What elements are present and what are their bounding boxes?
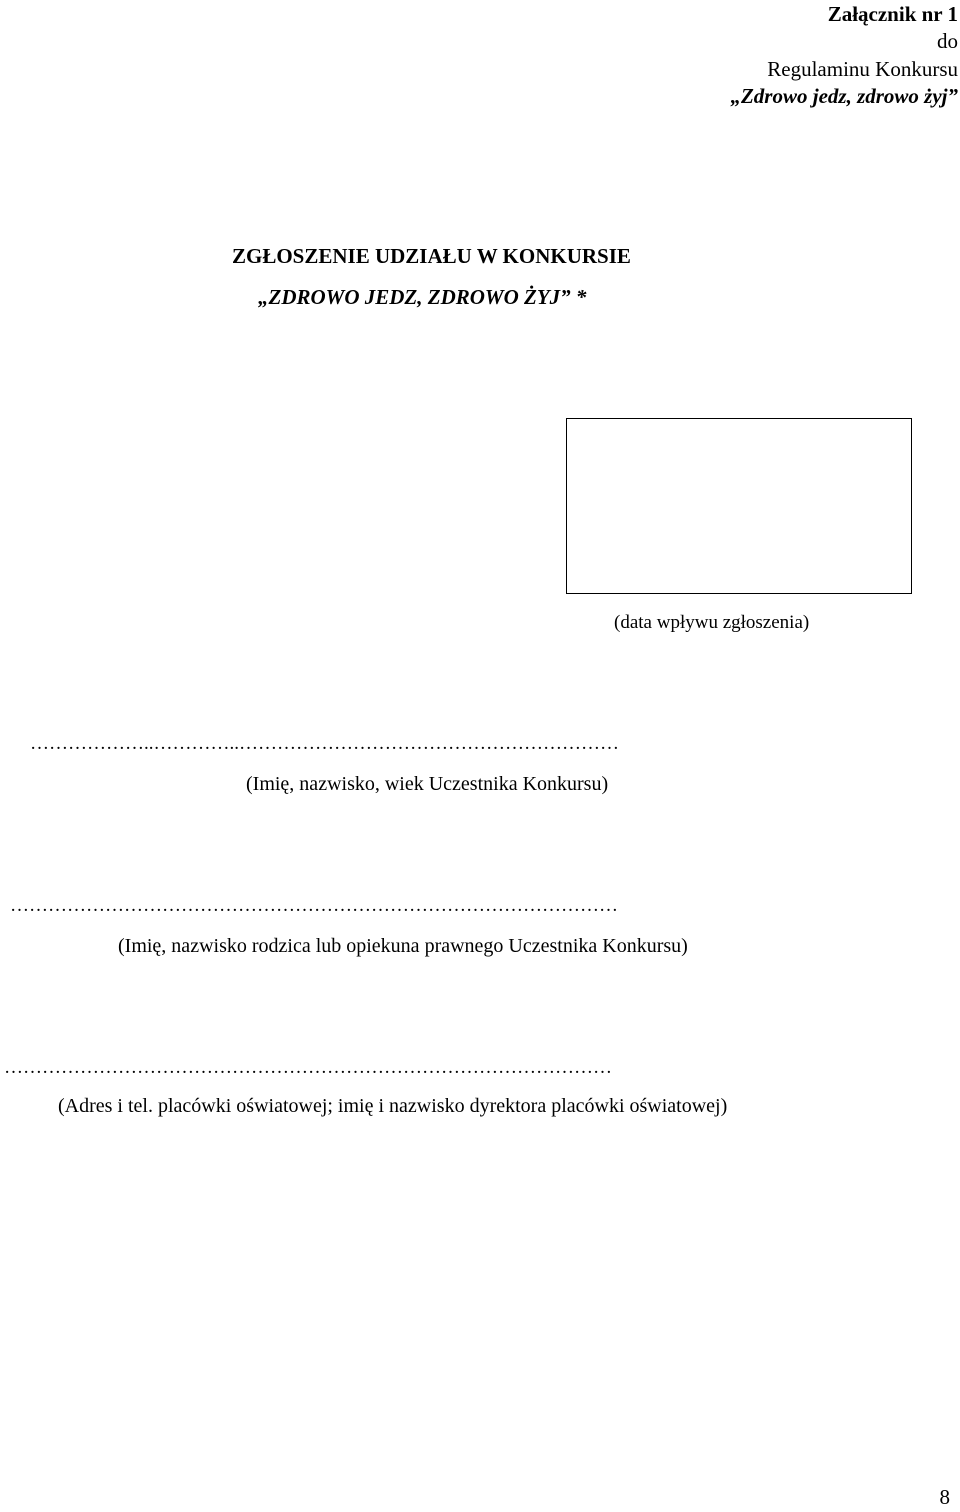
receipt-stamp-box xyxy=(566,418,912,594)
page-number: 8 xyxy=(939,1485,950,1509)
annex-contest-name: „Zdrowo jedz, zdrowo żyj” xyxy=(730,84,958,108)
school-fill-line[interactable]: …………………………………………………………………………………… xyxy=(4,1057,612,1078)
annex-number: Załącznik nr 1 xyxy=(827,2,958,26)
receipt-stamp-label: (data wpływu zgłoszenia) xyxy=(614,612,810,633)
participant-caption: (Imię, nazwisko, wiek Uczestnika Konkursu) xyxy=(246,773,609,795)
guardian-caption: (Imię, nazwisko rodzica lub opiekuna prawnego Uczestnika Konkursu) xyxy=(118,935,688,957)
participant-fill-line[interactable]: ………………..…………..…………………………………………………… xyxy=(30,733,619,754)
form-title: ZGŁOSZENIE UDZIAŁU W KONKURSIE xyxy=(232,244,631,268)
school-caption: (Adres i tel. placówki oświatowej; imię i nazwisko dyrektora placówki oświatowej) xyxy=(58,1095,728,1117)
form-subtitle: „ZDROWO JEDZ, ZDROWO ŻYJ” * xyxy=(258,285,587,309)
annex-regulations: Regulaminu Konkursu xyxy=(767,57,958,81)
guardian-fill-line[interactable]: …………………………………………………………………………………… xyxy=(10,895,618,916)
annex-to: do xyxy=(937,29,958,53)
